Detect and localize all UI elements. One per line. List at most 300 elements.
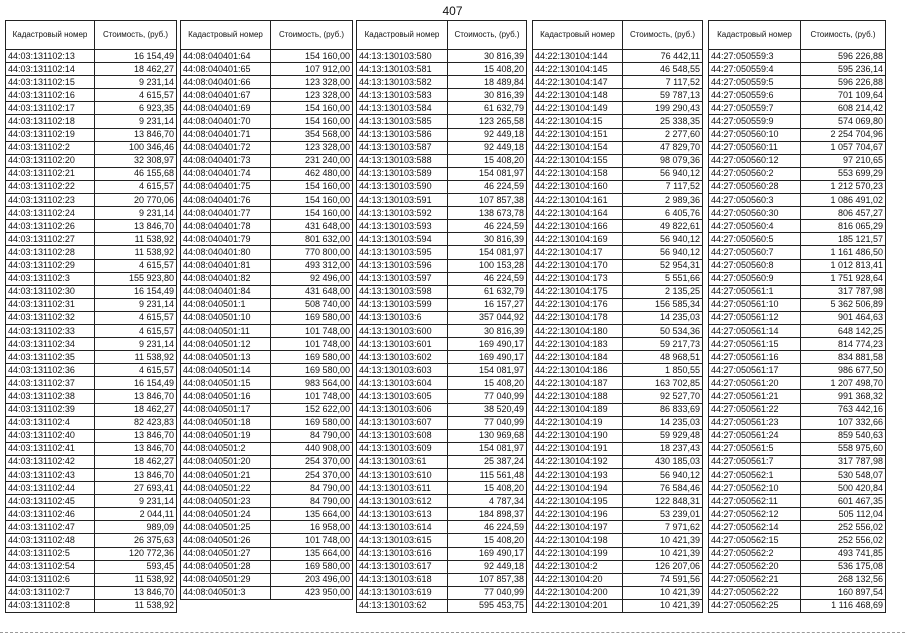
cost-cell: 92 449,18 [448, 128, 527, 141]
cadastral-number-cell: 44:13:130103:597 [357, 272, 448, 285]
table-row [533, 311, 703, 324]
table-row [709, 455, 886, 468]
cadastral-number-cell: 44:27:050561:14 [709, 324, 801, 337]
table-row [181, 534, 353, 547]
cost-cell: 595 453,75 [448, 599, 527, 612]
cadastral-number-cell: 44:13:130103:582 [357, 76, 448, 89]
cadastral-number-cell: 44:22:130104:170 [533, 259, 623, 272]
cost-cell: 231 240,00 [271, 154, 353, 167]
cost-cell: 169 580,00 [271, 364, 353, 377]
cost-cell: 596 226,88 [801, 76, 886, 89]
cadastral-number-cell: 44:27:050560:7 [709, 246, 801, 259]
cost-cell: 983 564,00 [271, 377, 353, 390]
cadastral-number-cell: 44:13:130103:6 [357, 311, 448, 324]
table-row [709, 403, 886, 416]
bottom-rule [0, 632, 905, 633]
table-row [6, 534, 177, 547]
cost-cell: 1 212 570,23 [801, 180, 886, 193]
table-row [533, 534, 703, 547]
table-row [357, 89, 527, 102]
cadastral-number-cell: 44:22:130104:15 [533, 115, 623, 128]
table-row [709, 311, 886, 324]
cadastral-number-cell: 44:03:131102:15 [6, 76, 95, 89]
cadastral-number-cell: 44:03:131102:31 [6, 298, 95, 311]
cadastral-number-cell: 44:27:050559:3 [709, 50, 801, 63]
cadastral-number-cell: 44:13:130103:593 [357, 220, 448, 233]
cadastral-number-cell: 44:22:130104:151 [533, 128, 623, 141]
table-row [709, 207, 886, 220]
table-row [181, 76, 353, 89]
table-row [533, 246, 703, 259]
cadastral-number-cell: 44:22:130104:187 [533, 377, 623, 390]
table-row [181, 442, 353, 455]
cost-cell: 4 615,57 [95, 89, 177, 102]
table-row [709, 141, 886, 154]
cadastral-number-cell: 44:08:040401:78 [181, 220, 271, 233]
cadastral-number-cell: 44:13:130103:616 [357, 547, 448, 560]
cost-cell: 1 751 928,64 [801, 272, 886, 285]
column-header-cost: Стоимость, (руб.) [801, 21, 886, 50]
table-row [181, 508, 353, 521]
cost-cell: 61 632,79 [448, 285, 527, 298]
cadastral-number-cell: 44:03:131102:22 [6, 180, 95, 193]
table-row [181, 482, 353, 495]
cadastral-number-cell: 44:03:131102:40 [6, 429, 95, 442]
table-row [533, 154, 703, 167]
cadastral-table-4 [532, 20, 703, 613]
cadastral-number-cell: 44:08:040501:16 [181, 390, 271, 403]
table-row [357, 50, 527, 63]
cost-cell: 107 857,38 [448, 573, 527, 586]
table-row [6, 207, 177, 220]
cadastral-number-cell: 44:08:040501:19 [181, 429, 271, 442]
cadastral-number-cell: 44:08:040401:71 [181, 128, 271, 141]
cadastral-number-cell: 44:13:130103:602 [357, 351, 448, 364]
cost-cell: 505 112,04 [801, 508, 886, 521]
table-row [357, 102, 527, 115]
cadastral-number-cell: 44:08:040501:3 [181, 586, 271, 599]
table-row [6, 298, 177, 311]
table-row [6, 560, 177, 573]
cadastral-number-cell: 44:08:040401:73 [181, 154, 271, 167]
table-row [181, 272, 353, 285]
cadastral-number-cell: 44:13:130103:614 [357, 521, 448, 534]
cost-cell: 500 420,84 [801, 482, 886, 495]
cost-cell: 13 846,70 [95, 220, 177, 233]
table-row [357, 180, 527, 193]
table-row [709, 220, 886, 233]
table-row [357, 311, 527, 324]
cadastral-number-cell: 44:13:130103:603 [357, 364, 448, 377]
cost-cell: 61 632,79 [448, 102, 527, 115]
cadastral-number-cell: 44:08:040501:13 [181, 351, 271, 364]
table-row [6, 167, 177, 180]
cadastral-number-cell: 44:03:131102:41 [6, 442, 95, 455]
table-row [533, 102, 703, 115]
table-row [6, 442, 177, 455]
table-row [357, 416, 527, 429]
cost-cell: 2 989,36 [623, 194, 703, 207]
table-row [181, 547, 353, 560]
table-row [357, 599, 527, 612]
cadastral-number-cell: 44:08:040501:10 [181, 311, 271, 324]
cadastral-number-cell: 44:13:130103:617 [357, 560, 448, 573]
cost-cell: 10 421,39 [623, 547, 703, 560]
cost-cell: 123 328,00 [271, 141, 353, 154]
cadastral-number-cell: 44:13:130103:600 [357, 324, 448, 337]
cadastral-table-3 [356, 20, 527, 613]
cost-cell: 608 214,42 [801, 102, 886, 115]
cost-cell: 4 615,57 [95, 311, 177, 324]
cost-cell: 59 787,13 [623, 89, 703, 102]
cadastral-number-cell: 44:13:130103:589 [357, 167, 448, 180]
table-row [181, 521, 353, 534]
cadastral-number-cell: 44:03:131102:37 [6, 377, 95, 390]
table-row [6, 76, 177, 89]
cadastral-number-cell: 44:08:040401:81 [181, 259, 271, 272]
table-row [6, 89, 177, 102]
cost-cell: 135 664,00 [271, 508, 353, 521]
cost-cell: 574 069,80 [801, 115, 886, 128]
cadastral-number-cell: 44:13:130103:594 [357, 233, 448, 246]
cadastral-number-cell: 44:27:050559:6 [709, 89, 801, 102]
column-header-cost: Стоимость, (руб.) [623, 21, 703, 50]
table-row [709, 508, 886, 521]
cost-cell: 154 160,00 [271, 102, 353, 115]
cost-cell: 11 538,92 [95, 351, 177, 364]
table-row [533, 364, 703, 377]
cost-cell: 163 702,85 [623, 377, 703, 390]
table-row [181, 455, 353, 468]
cost-cell: 126 207,06 [623, 560, 703, 573]
table-row [709, 76, 886, 89]
cadastral-number-cell: 44:27:050561:16 [709, 351, 801, 364]
cadastral-number-cell: 44:03:131102:44 [6, 482, 95, 495]
cost-cell: 30 816,39 [448, 50, 527, 63]
cost-cell: 553 699,29 [801, 167, 886, 180]
table-row [6, 416, 177, 429]
table-row [709, 547, 886, 560]
cost-cell: 169 490,17 [448, 338, 527, 351]
table-row [709, 573, 886, 586]
cadastral-number-cell: 44:22:130104:147 [533, 76, 623, 89]
table-row [709, 390, 886, 403]
table-row [709, 429, 886, 442]
table-row [357, 167, 527, 180]
cadastral-number-cell: 44:22:130104:194 [533, 482, 623, 495]
table-row [181, 128, 353, 141]
cost-cell: 9 231,14 [95, 495, 177, 508]
cost-cell: 6 923,35 [95, 102, 177, 115]
table-row [533, 442, 703, 455]
cost-cell: 50 534,36 [623, 324, 703, 337]
cost-cell: 101 748,00 [271, 390, 353, 403]
table-row [709, 442, 886, 455]
cadastral-number-cell: 44:22:130104:190 [533, 429, 623, 442]
cadastral-number-cell: 44:27:050561:1 [709, 285, 801, 298]
cadastral-number-cell: 44:13:130103:588 [357, 154, 448, 167]
cadastral-number-cell: 44:22:130104:164 [533, 207, 623, 220]
cost-cell: 536 175,08 [801, 560, 886, 573]
cost-cell: 593,45 [95, 560, 177, 573]
table-row [709, 102, 886, 115]
cadastral-number-cell: 44:27:050559:4 [709, 63, 801, 76]
table-row [6, 259, 177, 272]
cost-cell: 92 527,70 [623, 390, 703, 403]
cadastral-number-cell: 44:08:040401:82 [181, 272, 271, 285]
cadastral-number-cell: 44:27:050561:22 [709, 403, 801, 416]
cost-cell: 13 846,70 [95, 390, 177, 403]
cost-cell: 92 449,18 [448, 141, 527, 154]
cost-cell: 18 462,27 [95, 455, 177, 468]
cadastral-number-cell: 44:03:131102:38 [6, 390, 95, 403]
table-row [6, 128, 177, 141]
cadastral-number-cell: 44:27:050562:25 [709, 599, 801, 612]
cost-cell: 268 132,56 [801, 573, 886, 586]
cost-cell: 107 332,66 [801, 416, 886, 429]
table-row [357, 154, 527, 167]
table-row [533, 220, 703, 233]
cost-cell: 15 408,20 [448, 63, 527, 76]
cadastral-number-cell: 44:22:130104:188 [533, 390, 623, 403]
table-row [533, 455, 703, 468]
table-row [357, 194, 527, 207]
cadastral-number-cell: 44:08:040401:64 [181, 50, 271, 63]
cost-cell: 53 239,01 [623, 508, 703, 521]
cost-cell: 493 741,85 [801, 547, 886, 560]
cadastral-number-cell: 44:22:130104:196 [533, 508, 623, 521]
table-row [357, 586, 527, 599]
cost-cell: 169 490,17 [448, 351, 527, 364]
cadastral-number-cell: 44:27:050561:23 [709, 416, 801, 429]
table-row [181, 298, 353, 311]
cadastral-number-cell: 44:22:130104:200 [533, 586, 623, 599]
table-row [357, 233, 527, 246]
table-row [6, 351, 177, 364]
table-row [533, 285, 703, 298]
cadastral-number-cell: 44:22:130104:149 [533, 102, 623, 115]
table-row [6, 508, 177, 521]
cost-cell: 763 442,16 [801, 403, 886, 416]
cadastral-number-cell: 44:08:040401:67 [181, 89, 271, 102]
cadastral-number-cell: 44:27:050560:30 [709, 207, 801, 220]
cadastral-number-cell: 44:22:130104:160 [533, 180, 623, 193]
cost-cell: 52 954,31 [623, 259, 703, 272]
cost-cell: 135 664,00 [271, 547, 353, 560]
cadastral-number-cell: 44:03:131102:30 [6, 285, 95, 298]
cadastral-number-cell: 44:03:131102:24 [6, 207, 95, 220]
cadastral-number-cell: 44:27:050562:20 [709, 560, 801, 573]
table-row [533, 560, 703, 573]
cadastral-number-cell: 44:08:040501:25 [181, 521, 271, 534]
cadastral-number-cell: 44:22:130104:178 [533, 311, 623, 324]
cost-cell: 834 881,58 [801, 351, 886, 364]
cost-cell: 46 224,59 [448, 220, 527, 233]
cost-cell: 26 375,63 [95, 534, 177, 547]
cost-cell: 10 421,39 [623, 534, 703, 547]
cadastral-number-cell: 44:22:130104:195 [533, 495, 623, 508]
table-row [357, 495, 527, 508]
cost-cell: 101 748,00 [271, 324, 353, 337]
table-row [357, 508, 527, 521]
cadastral-number-cell: 44:03:131102:4 [6, 416, 95, 429]
cadastral-number-cell: 44:13:130103:61 [357, 455, 448, 468]
cost-cell: 154 160,00 [271, 50, 353, 63]
column-header-cost: Стоимость, (руб.) [448, 21, 527, 50]
cost-cell: 317 787,98 [801, 455, 886, 468]
cadastral-number-cell: 44:13:130103:591 [357, 194, 448, 207]
table-row [6, 521, 177, 534]
cadastral-number-cell: 44:27:050561:24 [709, 429, 801, 442]
cost-cell: 169 580,00 [271, 351, 353, 364]
cost-cell: 32 308,97 [95, 154, 177, 167]
cadastral-number-cell: 44:27:050562:15 [709, 534, 801, 547]
cost-cell: 56 940,12 [623, 246, 703, 259]
cost-cell: 493 312,00 [271, 259, 353, 272]
table-row [357, 377, 527, 390]
cost-cell: 806 457,27 [801, 207, 886, 220]
cost-cell: 76 442,11 [623, 50, 703, 63]
table-row [357, 351, 527, 364]
cost-cell: 82 423,83 [95, 416, 177, 429]
table-row [181, 495, 353, 508]
cadastral-number-cell: 44:03:131102:33 [6, 324, 95, 337]
cost-cell: 56 940,12 [623, 167, 703, 180]
cadastral-number-cell: 44:08:040401:66 [181, 76, 271, 89]
cadastral-number-cell: 44:27:050560:28 [709, 180, 801, 193]
cadastral-number-cell: 44:22:130104:183 [533, 338, 623, 351]
cost-cell: 84 790,00 [271, 429, 353, 442]
table-row [533, 547, 703, 560]
cadastral-number-cell: 44:27:050562:14 [709, 521, 801, 534]
table-row [357, 272, 527, 285]
table-row [357, 573, 527, 586]
table-row [709, 416, 886, 429]
cadastral-number-cell: 44:03:131102:46 [6, 508, 95, 521]
cadastral-number-cell: 44:13:130103:613 [357, 508, 448, 521]
cost-cell: 74 591,56 [623, 573, 703, 586]
cost-cell: 15 408,20 [448, 154, 527, 167]
table-row [181, 233, 353, 246]
cadastral-number-cell: 44:03:131102:7 [6, 586, 95, 599]
table-row [533, 272, 703, 285]
cost-cell: 47 829,70 [623, 141, 703, 154]
cost-cell: 16 154,49 [95, 377, 177, 390]
table-row [181, 338, 353, 351]
table-row [533, 115, 703, 128]
cadastral-number-cell: 44:22:130104:197 [533, 521, 623, 534]
table-row [357, 115, 527, 128]
table-row [709, 377, 886, 390]
table-row [6, 403, 177, 416]
cost-cell: 14 235,03 [623, 311, 703, 324]
table-row [357, 482, 527, 495]
cadastral-number-cell: 44:08:040401:80 [181, 246, 271, 259]
table-row [709, 599, 886, 612]
cadastral-number-cell: 44:13:130103:601 [357, 338, 448, 351]
table-row [357, 298, 527, 311]
table-row [357, 429, 527, 442]
cost-cell: 508 740,00 [271, 298, 353, 311]
table-row [181, 246, 353, 259]
table-row [709, 298, 886, 311]
cadastral-number-cell: 44:08:040501:28 [181, 560, 271, 573]
table-row [181, 416, 353, 429]
table-row [357, 207, 527, 220]
cost-cell: 122 848,31 [623, 495, 703, 508]
table-row [181, 364, 353, 377]
cost-cell: 701 109,64 [801, 89, 886, 102]
table-row [533, 469, 703, 482]
cadastral-number-cell: 44:08:040501:26 [181, 534, 271, 547]
cost-cell: 154 081,97 [448, 246, 527, 259]
cadastral-number-cell: 44:03:131102:19 [6, 128, 95, 141]
cadastral-number-cell: 44:13:130103:618 [357, 573, 448, 586]
cadastral-number-cell: 44:08:040501:11 [181, 324, 271, 337]
column-header-cadastral-number: Кадастровый номер [181, 21, 271, 50]
cost-cell: 9 231,14 [95, 338, 177, 351]
cadastral-number-cell: 44:27:050559:9 [709, 115, 801, 128]
column-header-cost: Стоимость, (руб.) [271, 21, 353, 50]
cadastral-number-cell: 44:13:130103:585 [357, 115, 448, 128]
cadastral-number-cell: 44:27:050562:21 [709, 573, 801, 586]
table-row [709, 324, 886, 337]
cost-cell: 185 121,57 [801, 233, 886, 246]
cost-cell: 530 548,07 [801, 469, 886, 482]
table-row [709, 128, 886, 141]
column-header-cadastral-number: Кадастровый номер [533, 21, 623, 50]
cadastral-number-cell: 44:27:050561:21 [709, 390, 801, 403]
table-row [181, 586, 353, 599]
cost-cell: 13 846,70 [95, 128, 177, 141]
table-row [6, 220, 177, 233]
cadastral-table-5 [708, 20, 886, 613]
cadastral-number-cell: 44:27:050560:9 [709, 272, 801, 285]
cost-cell: 59 217,73 [623, 338, 703, 351]
table-row [6, 429, 177, 442]
cost-cell: 814 774,23 [801, 338, 886, 351]
cost-cell: 430 185,03 [623, 455, 703, 468]
table-row [533, 167, 703, 180]
cadastral-number-cell: 44:13:130103:590 [357, 180, 448, 193]
cadastral-number-cell: 44:03:131102:26 [6, 220, 95, 233]
table-row [709, 586, 886, 599]
cost-cell: 16 958,00 [271, 521, 353, 534]
table-row [6, 102, 177, 115]
cadastral-number-cell: 44:13:130103:604 [357, 377, 448, 390]
cost-cell: 18 462,27 [95, 403, 177, 416]
cost-cell: 59 929,48 [623, 429, 703, 442]
cost-cell: 14 235,03 [623, 416, 703, 429]
cost-cell: 9 231,14 [95, 207, 177, 220]
cadastral-number-cell: 44:13:130103:607 [357, 416, 448, 429]
cadastral-number-cell: 44:27:050560:4 [709, 220, 801, 233]
table-row [533, 141, 703, 154]
cost-cell: 462 480,00 [271, 167, 353, 180]
cadastral-number-cell: 44:13:130103:598 [357, 285, 448, 298]
cost-cell: 9 231,14 [95, 115, 177, 128]
cadastral-number-cell: 44:22:130104:154 [533, 141, 623, 154]
cost-cell: 5 551,66 [623, 272, 703, 285]
cost-cell: 2 277,60 [623, 128, 703, 141]
table-row [533, 599, 703, 612]
cadastral-number-cell: 44:27:050562:1 [709, 469, 801, 482]
table-row [181, 180, 353, 193]
cost-cell: 46 224,59 [448, 272, 527, 285]
cost-cell: 84 790,00 [271, 482, 353, 495]
cost-cell: 27 693,41 [95, 482, 177, 495]
cadastral-number-cell: 44:13:130103:610 [357, 469, 448, 482]
